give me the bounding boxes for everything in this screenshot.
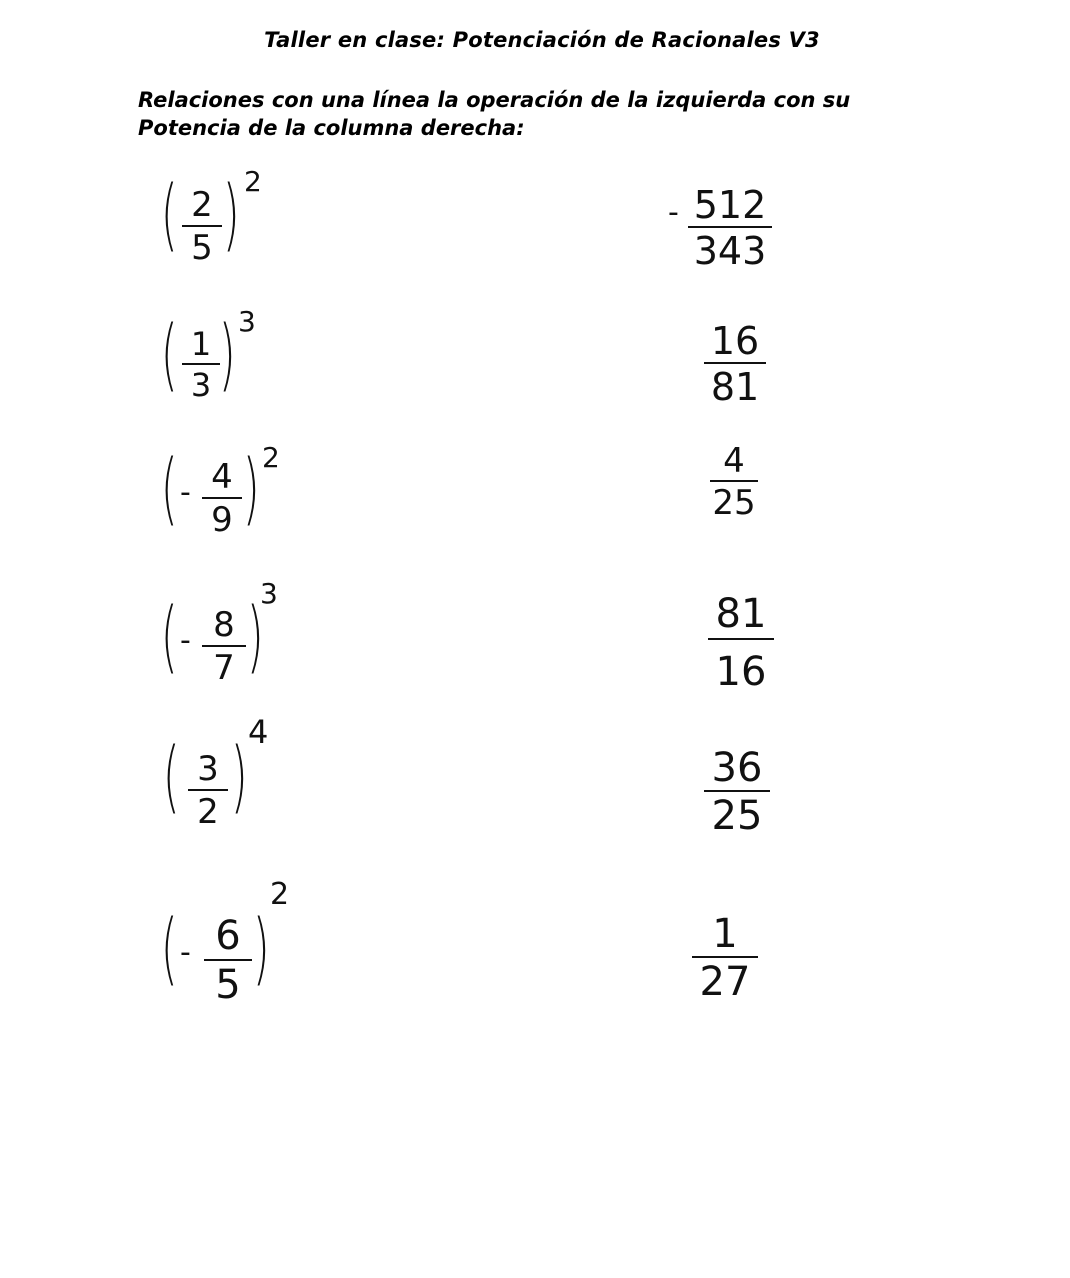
power-expression-6[interactable]: [160, 877, 310, 1020]
right-paren: ): [230, 732, 248, 822]
fraction: [182, 185, 222, 268]
exponent: 3: [238, 305, 256, 338]
right-paren: ): [242, 444, 260, 534]
left-paren: (: [160, 310, 178, 400]
left-paren: (: [160, 904, 178, 994]
fraction-bar: [182, 363, 220, 365]
instructions: [138, 86, 938, 142]
result-4[interactable]: [708, 591, 774, 695]
power-expression-4[interactable]: [160, 577, 300, 694]
exponent: 2: [262, 441, 280, 474]
power-expression-5[interactable]: [160, 713, 290, 844]
denominator: 16: [715, 649, 767, 695]
minus-sign: -: [180, 475, 191, 510]
numerator: 8: [213, 605, 235, 645]
denominator: 25: [712, 483, 756, 523]
fraction: [188, 749, 228, 832]
fraction-bar: [202, 645, 246, 647]
denominator: 27: [699, 959, 751, 1005]
result-6[interactable]: [692, 911, 758, 1005]
right-paren: ): [246, 592, 264, 682]
fraction-bar: [182, 225, 222, 227]
minus-sign: -: [180, 623, 191, 658]
result-2[interactable]: [704, 319, 766, 409]
fraction-bar: [188, 789, 228, 791]
exponent: 2: [270, 877, 290, 912]
fraction: [182, 325, 220, 404]
result-1[interactable]: [668, 183, 772, 273]
numerator: 2: [191, 185, 213, 225]
denominator: 81: [710, 365, 760, 409]
denominator: 5: [191, 228, 213, 268]
left-paren: (: [160, 592, 178, 682]
denominator: 25: [711, 793, 763, 839]
denominator: 5: [215, 962, 241, 1008]
minus-sign: -: [668, 195, 679, 230]
left-paren: (: [160, 170, 178, 260]
minus-sign: -: [180, 935, 191, 970]
denominator: 9: [211, 500, 233, 540]
numerator: 1: [712, 911, 738, 957]
exponent: 3: [260, 577, 278, 610]
numerator: 1: [190, 325, 212, 363]
instructions-line-1: Relaciones con una línea la operación de la izquierda con su: [138, 88, 851, 112]
result-3[interactable]: [710, 441, 758, 523]
fraction: [202, 457, 242, 540]
fraction: [202, 605, 246, 688]
power-expression-2[interactable]: [160, 305, 280, 418]
right-paren: ): [222, 170, 240, 260]
fraction: [204, 913, 252, 1008]
instructions-line-2: Potencia de la columna derecha:: [138, 116, 525, 140]
worksheet-title: Taller en clase: Potenciación de Racionales V3: [264, 28, 820, 52]
right-paren: ): [218, 310, 236, 400]
right-paren: ): [252, 904, 270, 994]
numerator: 6: [215, 913, 241, 959]
exponent: 4: [248, 713, 269, 751]
power-expression-3[interactable]: [160, 442, 300, 552]
left-paren: (: [162, 732, 180, 822]
numerator: 4: [211, 457, 233, 497]
result-5[interactable]: [704, 745, 770, 839]
numerator: 3: [197, 749, 219, 789]
fraction-bar: [204, 959, 252, 961]
numerator: 16: [710, 319, 760, 363]
denominator: 3: [190, 366, 212, 404]
exponent: 2: [244, 165, 262, 198]
fraction-bar: [708, 638, 774, 640]
left-paren: (: [160, 444, 178, 534]
numerator: 81: [715, 591, 767, 637]
denominator: 2: [197, 792, 219, 832]
denominator: 7: [213, 648, 235, 688]
denominator: 343: [693, 229, 767, 273]
fraction-bar: [202, 497, 242, 499]
numerator: 36: [711, 745, 763, 791]
numerator: 512: [693, 183, 767, 227]
power-expression-1[interactable]: [160, 165, 280, 280]
numerator: 4: [723, 441, 745, 481]
